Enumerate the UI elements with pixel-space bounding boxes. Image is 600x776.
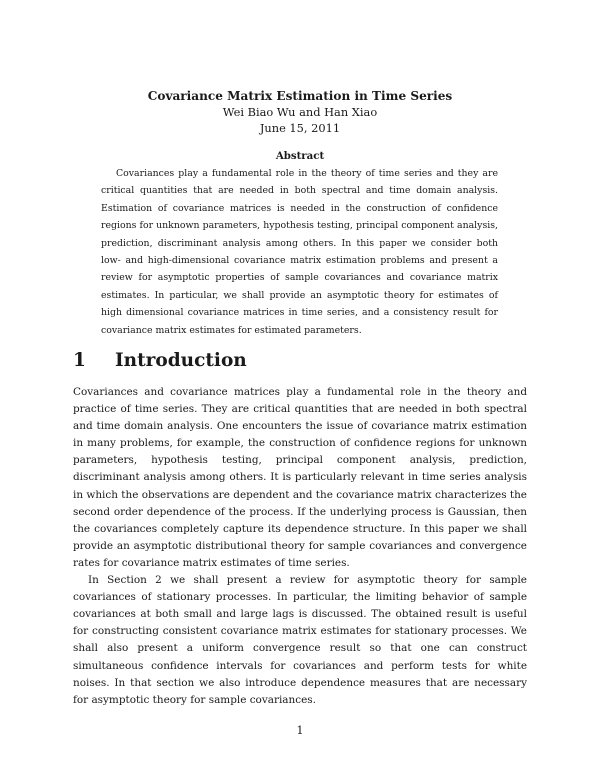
abstract-heading: Abstract xyxy=(275,150,325,162)
introduction-body xyxy=(73,384,527,709)
paper-title: Covariance Matrix Estimation in Time Series xyxy=(147,89,453,103)
paper-authors: Wei Biao Wu and Han Xiao xyxy=(222,105,378,119)
section-number: 1 xyxy=(73,350,86,371)
page-number: 1 xyxy=(296,724,304,737)
abstract-text: Covariances play a fundamental role in the theory of time series and they are critical quantities that are needed in both spectral and time domain analysis. Estimation of covariance matrices is needed in the construction of confidence regions for unknown parameters, hypothesis testing, principal component analysis, prediction, discriminant analysis among others. In this paper we consider both low- and high-dimensional covariance matrix estimation problems and present a review for asymptotic properties of sample covariances and covariance matrix estimates. In particular, we shall provide an asymptotic theory for estimates of high dimensional covariance matrices in time series, and a consistency result for covariance matrix estimates for estimated parameters. xyxy=(101,168,498,336)
section-title: Introduction xyxy=(115,350,247,371)
intro-paragraph: Covariances and covariance matrices play a fundamental role in the theory and practice of time series. They are critical quantities that are needed in both spectral and time domain analysis. One encounters the issue of covariance matrix estimation in many problems, for example, the construction of confidence regions for unknown parameters, hypothesis testing, principal component analysis, prediction, discriminant analysis among others. It is particularly relevant in time series analysis in which the observations are dependent and the covariance matrix characterizes the second order dependence of the process. If the underlying process is Gaussian, then the covariances completely capture its dependence structure. In this paper we shall provide an asymptotic distributional theory for sample covariances and convergence rates for covariance matrix estimates of time series. xyxy=(73,386,527,569)
paper-date: June 15, 2011 xyxy=(259,121,341,135)
intro-paragraph: In Section 2 we shall present a review for asymptotic theory for sample covariances of stationary processes. In particular, the limiting behavior of sample covariances at both small and large lags is discussed. The obtained result is useful for constructing consistent covariance matrix estimates for stationary processes. We shall also present a uniform convergence result so that one can construct simultaneous confidence intervals for covariances and perform tests for white noises. In that section we also introduce dependence measures that are necessary for asymptotic theory for sample covariances. xyxy=(73,574,527,706)
section-heading xyxy=(73,349,533,373)
